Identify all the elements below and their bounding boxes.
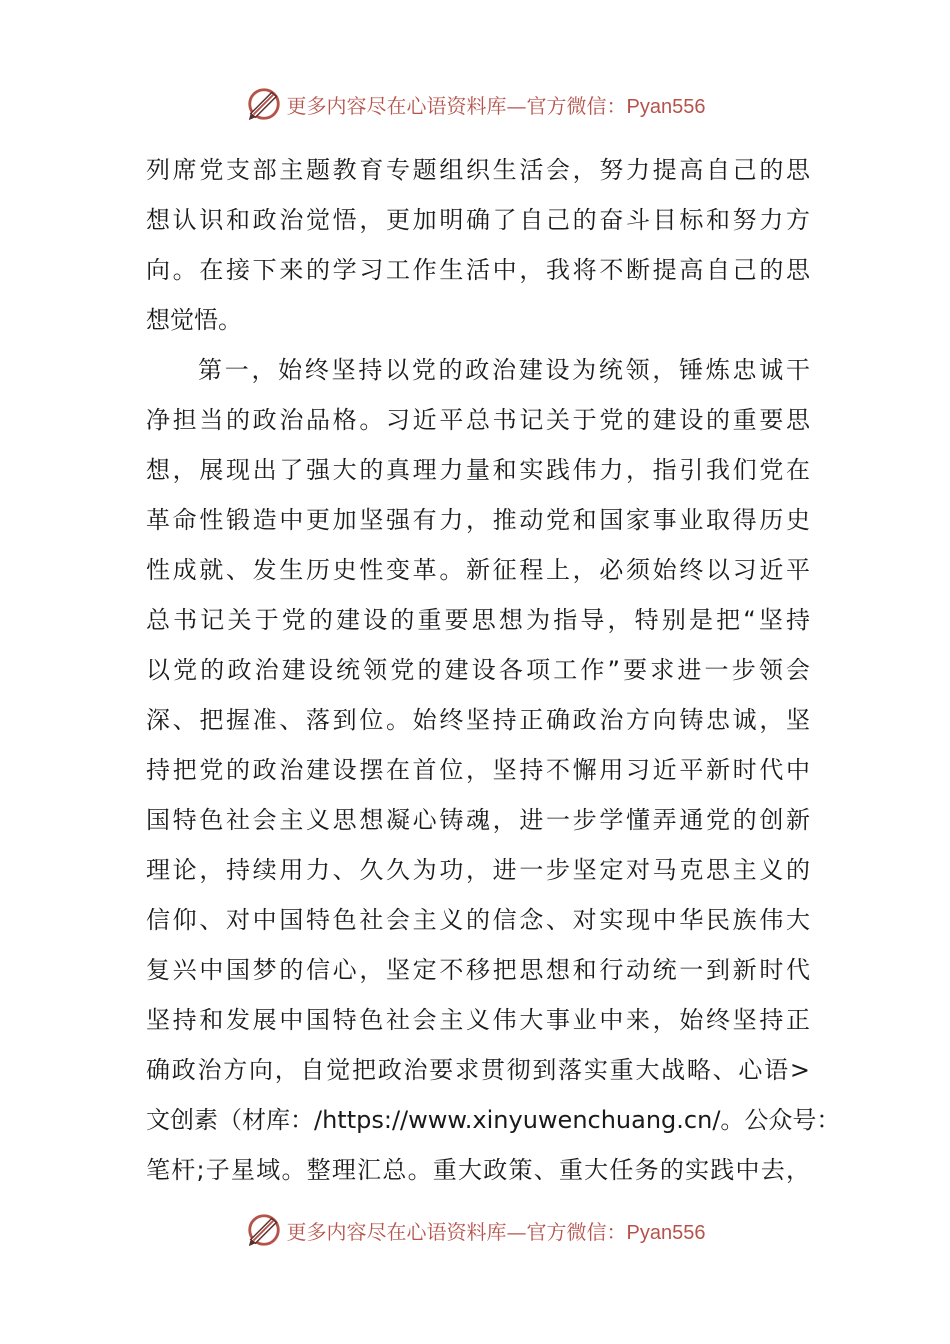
paragraph-line: 第一，始终坚持以党的政治建设为统领，锤炼忠诚干 <box>198 356 810 384</box>
pen-logo-icon <box>245 1211 283 1249</box>
paragraph-line: 总书记关于党的建设的重要思想为指导，特别是把“坚持 <box>146 606 810 634</box>
paragraph-line: 想，展现出了强大的真理力量和实践伟力，指引我们党在 <box>146 456 810 484</box>
paragraph-line: 信仰、对中国特色社会主义的信念、对实现中华民族伟大 <box>146 906 810 934</box>
paragraph-line: 坚持和发展中国特色社会主义伟大事业中来，始终坚持正 <box>146 1006 810 1034</box>
paragraph-line: 文创素（材库：/https://www.xinyuwenchuang.cn/。公众号： <box>146 1106 841 1134</box>
pen-logo-icon <box>245 85 283 123</box>
paragraph-line: 列席党支部主题教育专题组织生活会，努力提高自己的思 <box>146 156 810 184</box>
banner-text: 更多内容尽在心语资料库—官方微信：Pyan556 <box>286 93 706 118</box>
paragraph-line: 确政治方向，自觉把政治要求贯彻到落实重大战略、心语> <box>146 1056 810 1084</box>
paragraph-line: 想认识和政治觉悟，更加明确了自己的奋斗目标和努力方 <box>146 206 810 234</box>
paragraph-line: 净担当的政治品格。习近平总书记关于党的建设的重要思 <box>146 406 810 434</box>
paragraph-line: 理论，持续用力、久久为功，进一步坚定对马克思主义的 <box>146 856 810 884</box>
paragraph-line: 持把党的政治建设摆在首位，坚持不懈用习近平新时代中 <box>146 756 810 784</box>
paragraph-line: 复兴中国梦的信心，坚定不移把思想和行动统一到新时代 <box>146 956 810 984</box>
paragraph-line: 以党的政治建设统领党的建设各项工作”要求进一步领会 <box>146 656 810 684</box>
paragraph-line: 向。在接下来的学习工作生活中，我将不断提高自己的思 <box>146 256 810 284</box>
paragraph-line: 笔杆;子星域。整理汇总。重大政策、重大任务的实践中去， <box>146 1156 810 1184</box>
paragraph-line: 国特色社会主义思想凝心铸魂，进一步学懂弄通党的创新 <box>146 806 810 834</box>
paragraph-line: 想觉悟。 <box>146 306 242 334</box>
header-banner <box>0 84 950 124</box>
banner-text: 更多内容尽在心语资料库—官方微信：Pyan556 <box>286 1219 706 1244</box>
paragraph-line: 革命性锻造中更加坚强有力，推动党和国家事业取得历史 <box>146 506 810 534</box>
document-body <box>146 145 841 1195</box>
paragraph-line: 性成就、发生历史性变革。新征程上，必须始终以习近平 <box>146 556 810 584</box>
footer-banner <box>0 1210 950 1250</box>
paragraph-line: 深、把握准、落到位。始终坚持正确政治方向铸忠诚，坚 <box>146 706 810 734</box>
